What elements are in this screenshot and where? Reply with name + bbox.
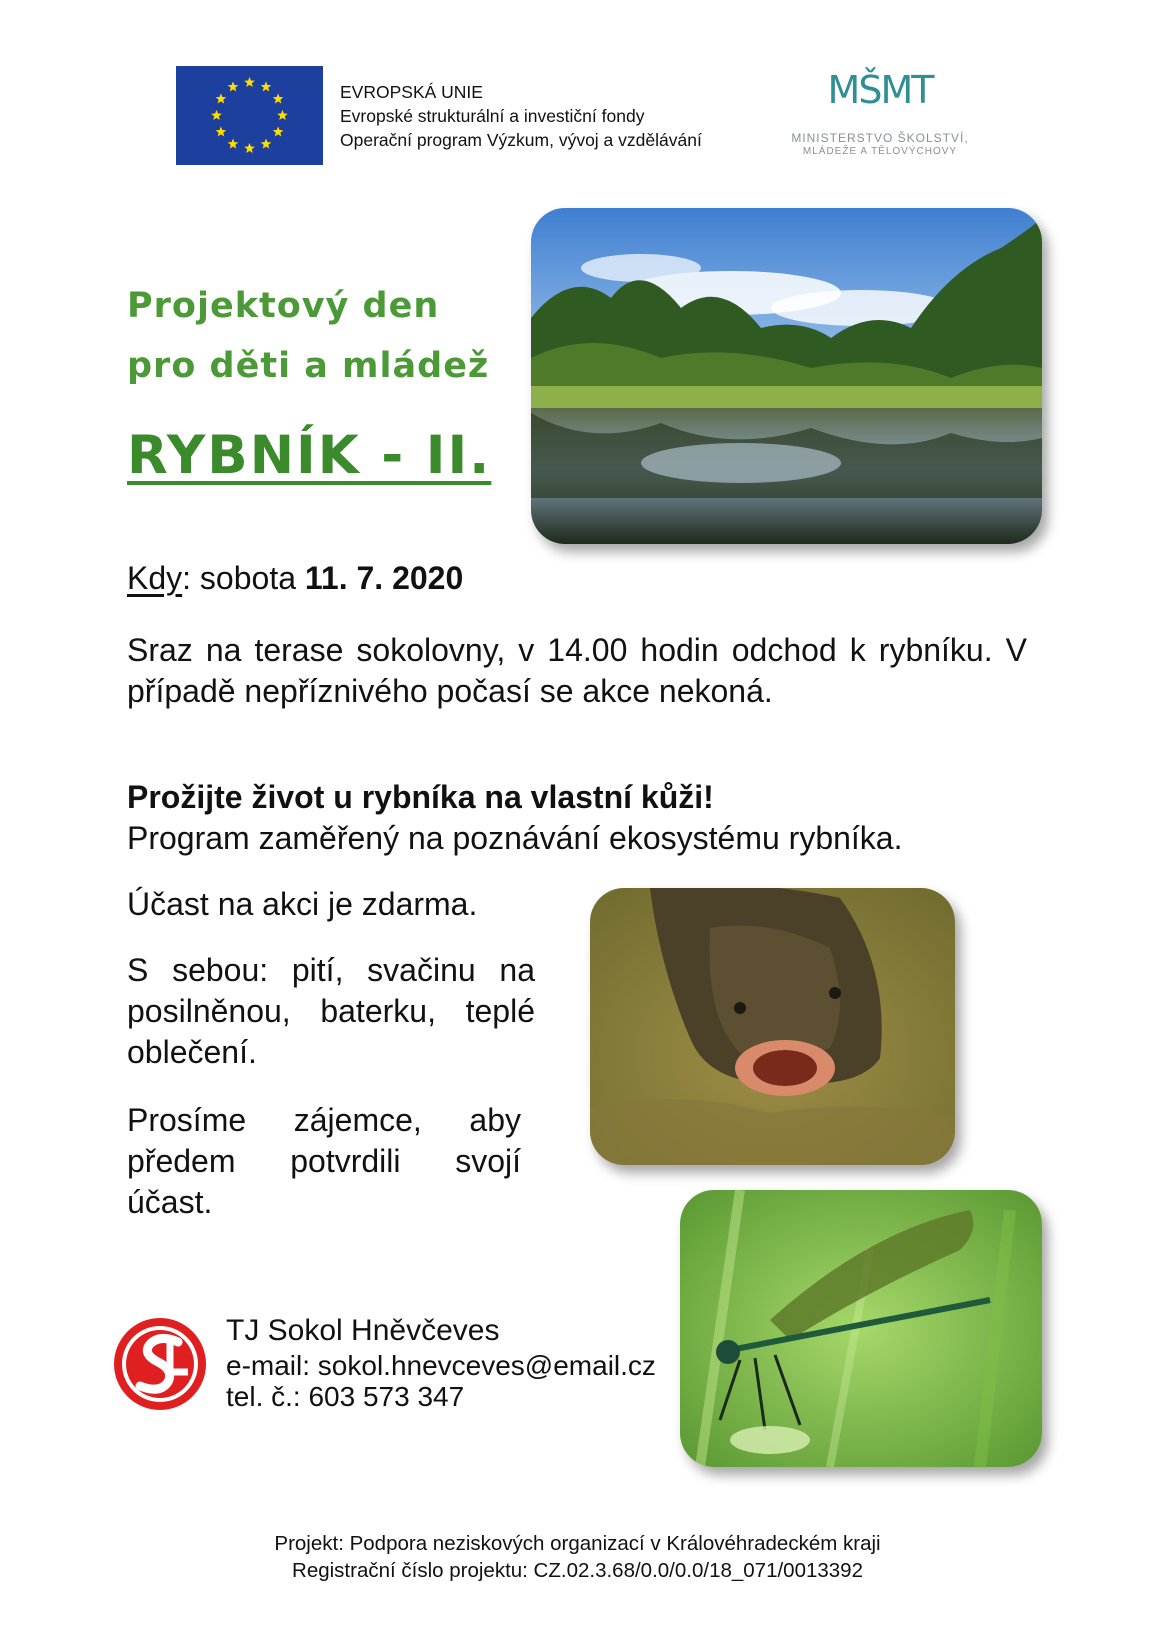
eu-star-icon <box>244 77 255 87</box>
eu-star-icon <box>261 81 272 91</box>
sokol-logo <box>110 1314 210 1414</box>
eu-star-icon <box>216 93 227 103</box>
when-date: 11. 7. 2020 <box>304 560 464 596</box>
dragonfly-photo <box>680 1190 1042 1467</box>
page-title: RYBNÍK - II. <box>127 425 492 486</box>
msmt-logo-text-line1: MINISTERSTVO ŠKOLSTVÍ, <box>791 131 969 145</box>
footer-project-line: Projekt: Podpora neziskových organizací v Královéhradeckém kraji <box>274 1532 881 1555</box>
lead-paragraph <box>127 777 1067 859</box>
organization-name: TJ Sokol Hněvčeves <box>226 1314 500 1347</box>
lead-description: Program zaměřený na poznávání ekosystému rybníka. <box>127 820 903 856</box>
free-entry-text: Účast na akci je zdarma. <box>127 886 478 922</box>
carp-photo <box>590 888 955 1165</box>
when-label: Kdy <box>127 560 183 596</box>
msmt-logo-mark: MŠMT <box>827 68 933 112</box>
eu-line: EVROPSKÁ UNIE <box>340 82 483 102</box>
eu-star-icon <box>273 93 284 103</box>
eu-star-icon <box>244 143 255 153</box>
eu-star-icon <box>228 81 239 91</box>
contact-phone: tel. č.: 603 573 347 <box>226 1381 465 1412</box>
footer <box>0 1530 1155 1584</box>
msmt-logo-text-line2: MLÁDEŽE A TĚLOVÝCHOVY <box>802 146 958 157</box>
event-date <box>127 558 463 599</box>
subtitle-line1: Projektový den <box>127 286 440 326</box>
eu-line: Operační program Výzkum, vývoj a vzdělávání <box>340 130 702 150</box>
eu-star-icon <box>273 126 284 136</box>
meeting-info: Sraz na terase sokolovny, v 14.00 hodin odchod k rybníku. V případě nepříznivého počasí se akce nekoná. <box>127 632 1027 709</box>
eu-star-icon <box>261 138 272 148</box>
subtitle-line2: pro děti a mládež <box>127 346 490 386</box>
eu-star-icon <box>216 126 227 136</box>
eu-star-icon <box>277 110 288 120</box>
eu-star-icon <box>211 110 222 120</box>
pond-photo <box>531 208 1042 544</box>
what-to-bring-text: S sebou: pití, svačinu na posilněnou, baterku, teplé oblečení. <box>127 952 535 1070</box>
footer-registration-line: Registrační číslo projektu: CZ.02.3.68/0.0/0.0/18_071/0013392 <box>292 1559 863 1582</box>
msmt-logo <box>780 70 980 170</box>
lead-headline: Prožijte život u rybníka na vlastní kůži! <box>127 779 714 815</box>
contact-block <box>226 1312 656 1412</box>
eu-stars-icon <box>176 66 323 165</box>
when-day: : sobota <box>182 560 305 596</box>
registration-request-text: Prosíme zájemce, aby předem potvrdili svojí účast. <box>127 1102 521 1220</box>
eu-line: Evropské strukturální a investiční fondy <box>340 106 645 126</box>
eu-flag-logo <box>176 66 323 165</box>
eu-text-block <box>340 80 702 152</box>
eu-star-icon <box>228 138 239 148</box>
contact-email: e-mail: sokol.hnevceves@email.cz <box>226 1350 656 1381</box>
